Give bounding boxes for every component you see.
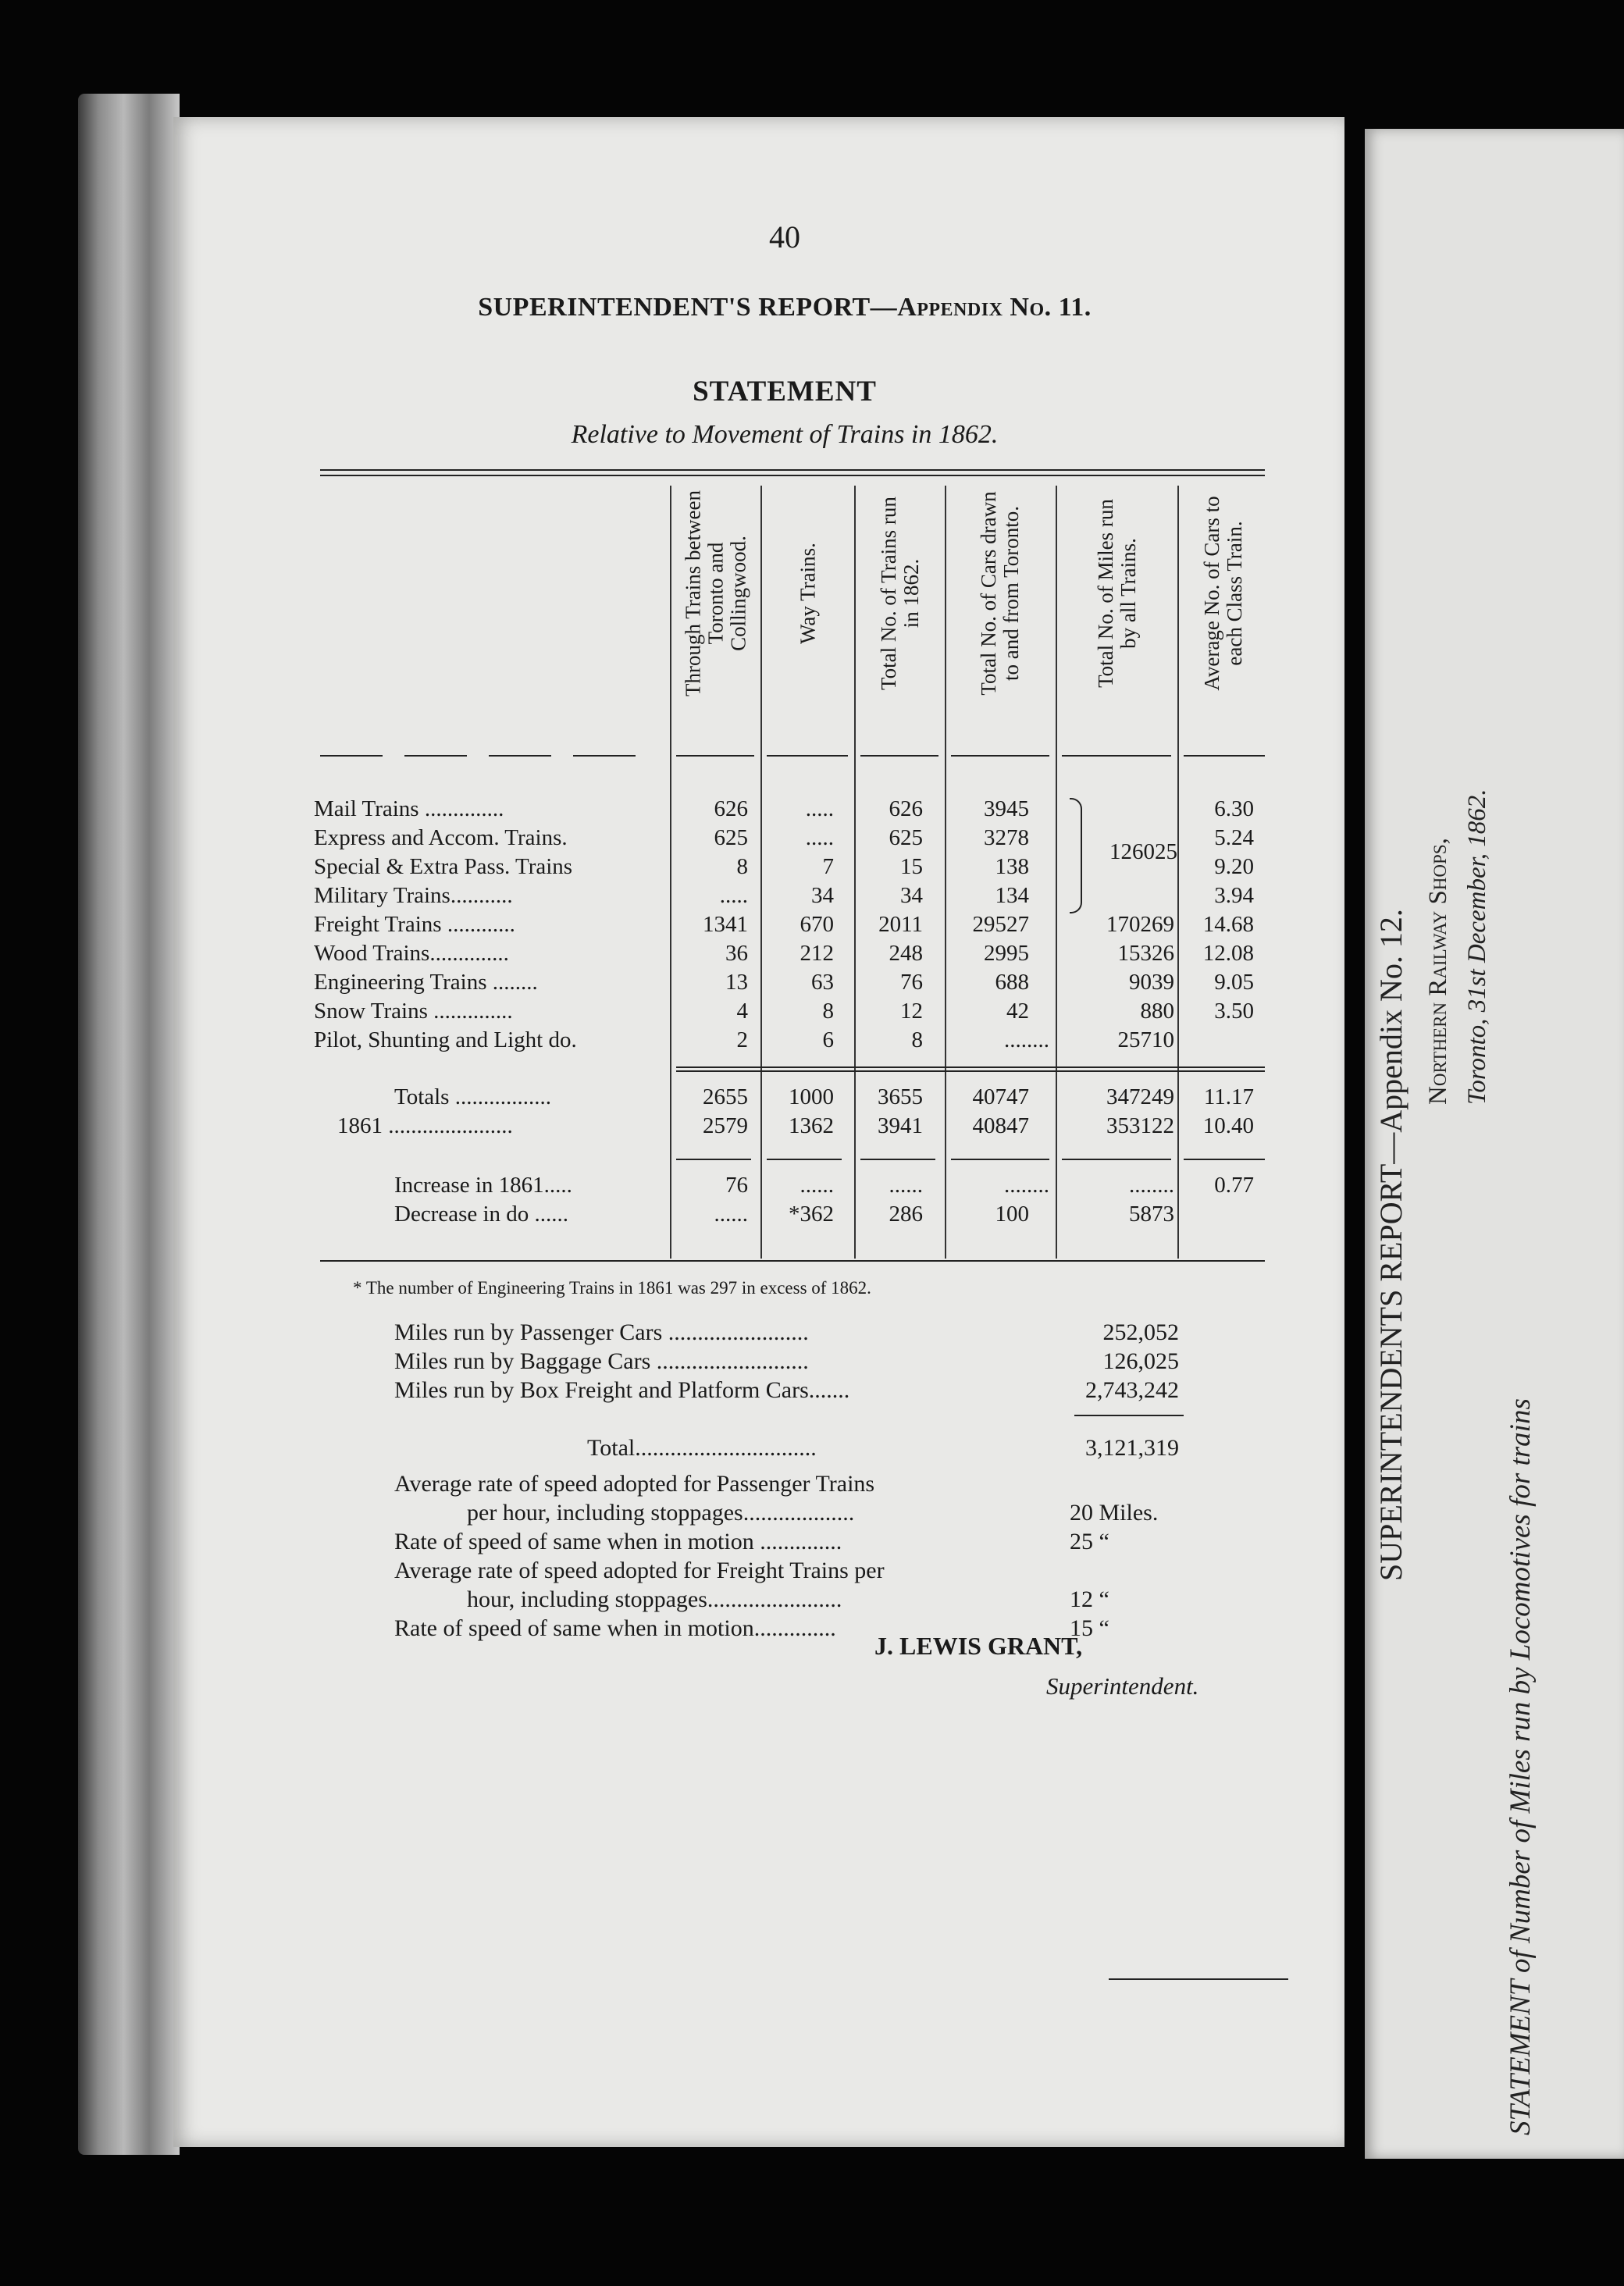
header-underline bbox=[404, 755, 467, 757]
speed-value: 12 “ bbox=[1070, 1586, 1109, 1612]
cell: 5873 bbox=[1129, 1202, 1174, 1227]
row-label: Military Trains........... bbox=[314, 883, 513, 908]
col-divider bbox=[945, 486, 946, 1259]
row-label: Pilot, Shunting and Light do. bbox=[314, 1027, 577, 1052]
cell: 10.40 bbox=[1202, 1113, 1254, 1138]
cell: 8 bbox=[736, 854, 748, 879]
speed-value: 15 “ bbox=[1070, 1615, 1109, 1641]
cell: 76 bbox=[725, 1173, 748, 1198]
cell: 3278 bbox=[984, 825, 1029, 850]
page-number: 40 bbox=[769, 219, 800, 255]
col-divider bbox=[1177, 486, 1179, 1259]
header-underline bbox=[320, 755, 383, 757]
totals-rule bbox=[676, 1066, 1265, 1068]
cell: ..... bbox=[805, 825, 834, 850]
signature-role: Superintendent. bbox=[1046, 1672, 1199, 1700]
speed-line: Average rate of speed adopted for Passenger Trains bbox=[394, 1471, 875, 1497]
total-label: Total............................... bbox=[587, 1435, 817, 1461]
row-label: Engineering Trains ........ bbox=[314, 970, 538, 995]
cell: 29527 bbox=[972, 912, 1029, 937]
cell: 25710 bbox=[1117, 1027, 1174, 1052]
grouping-brace bbox=[1070, 798, 1082, 913]
header-underline bbox=[1184, 755, 1265, 757]
col-header-total-trains: Total No. of Trains run in 1862. bbox=[877, 497, 923, 690]
cell: ........ bbox=[1004, 1173, 1049, 1198]
cell: 14.68 bbox=[1202, 912, 1254, 937]
cell: ........ bbox=[1129, 1173, 1174, 1198]
cell: 626 bbox=[889, 796, 923, 821]
cell: ...... bbox=[889, 1173, 923, 1198]
cell: 3655 bbox=[878, 1084, 923, 1109]
cell: 7 bbox=[822, 854, 834, 879]
cell: 12.08 bbox=[1202, 941, 1254, 966]
cell: 11.17 bbox=[1203, 1084, 1254, 1109]
cell: 15 bbox=[900, 854, 923, 879]
cell: 0.77 bbox=[1214, 1173, 1254, 1198]
footnote: * The number of Engineering Trains in 1861 was 297 in excess of 1862. bbox=[353, 1278, 871, 1298]
cell: 42 bbox=[1006, 999, 1029, 1024]
row-label: Special & Extra Pass. Trains bbox=[314, 854, 573, 879]
cell: 3.94 bbox=[1214, 883, 1254, 908]
totals-rule-2 bbox=[676, 1070, 1265, 1072]
cell: 4 bbox=[736, 999, 748, 1024]
cell: 40747 bbox=[972, 1084, 1029, 1109]
row-label: Decrease in do ...... bbox=[394, 1202, 569, 1227]
sub-rule bbox=[1184, 1159, 1265, 1160]
cell: 100 bbox=[995, 1202, 1029, 1227]
header-underline bbox=[1062, 755, 1171, 757]
cell: 9.20 bbox=[1214, 854, 1254, 879]
speed-line: Average rate of speed adopted for Freight Trains per bbox=[394, 1558, 885, 1583]
header-underline bbox=[573, 755, 636, 757]
cell: 248 bbox=[889, 941, 923, 966]
cell: 9.05 bbox=[1214, 970, 1254, 995]
cell: 6 bbox=[822, 1027, 834, 1052]
cell: 34 bbox=[900, 883, 923, 908]
cell: 347249 bbox=[1106, 1084, 1174, 1109]
cell: 13 bbox=[725, 970, 748, 995]
col-header-average-cars: Average No. of Cars to each Class Train. bbox=[1200, 496, 1246, 691]
speed-line: Rate of speed of same when in motion.............. bbox=[394, 1615, 836, 1641]
side-report-title: SUPERINTENDENTS REPORT—Appendix No. 12. bbox=[1373, 909, 1409, 1581]
cell: 63 bbox=[811, 970, 834, 995]
cell: 6.30 bbox=[1214, 796, 1254, 821]
row-label: Wood Trains.............. bbox=[314, 941, 509, 966]
cell: 3945 bbox=[984, 796, 1029, 821]
speed-value: 20 Miles. bbox=[1070, 1500, 1159, 1526]
cell: 15326 bbox=[1117, 941, 1174, 966]
side-shops: Northern Railway Shops, bbox=[1424, 838, 1452, 1105]
sub-rule bbox=[860, 1159, 935, 1160]
table-top-rule bbox=[320, 469, 1265, 471]
cell: 626 bbox=[714, 796, 748, 821]
cell: 76 bbox=[900, 970, 923, 995]
sum-rule bbox=[1074, 1415, 1184, 1416]
row-label: Snow Trains .............. bbox=[314, 999, 513, 1024]
miles-value: 126,025 bbox=[1102, 1348, 1179, 1374]
header-underline bbox=[489, 755, 551, 757]
header-underline bbox=[860, 755, 938, 757]
row-label: Express and Accom. Trains. bbox=[314, 825, 568, 850]
cell: *362 bbox=[789, 1202, 834, 1227]
cell: 286 bbox=[889, 1202, 923, 1227]
header-underline bbox=[676, 755, 754, 757]
col-header-total-miles: Total No. of Miles run by all Trains. bbox=[1094, 499, 1140, 688]
miles-value: 2,743,242 bbox=[1085, 1377, 1179, 1403]
row-label: Increase in 1861..... bbox=[394, 1173, 572, 1198]
col-divider bbox=[854, 486, 856, 1259]
cell: 2655 bbox=[703, 1084, 748, 1109]
col-divider bbox=[760, 486, 762, 1259]
cell: 12 bbox=[900, 999, 923, 1024]
sub-rule bbox=[951, 1159, 1049, 1160]
row-label: Freight Trains ............ bbox=[314, 912, 515, 937]
cell: 625 bbox=[889, 825, 923, 850]
cell: 1000 bbox=[789, 1084, 834, 1109]
col-divider bbox=[670, 486, 671, 1259]
side-place-date: Toronto, 31st December, 1862. bbox=[1463, 789, 1491, 1105]
cell: 670 bbox=[800, 912, 834, 937]
header-underline bbox=[951, 755, 1049, 757]
cell: ..... bbox=[719, 883, 748, 908]
cell: 3.50 bbox=[1214, 999, 1254, 1024]
cell: 2995 bbox=[984, 941, 1029, 966]
cell: 2011 bbox=[878, 912, 923, 937]
speed-value: 25 “ bbox=[1070, 1529, 1109, 1554]
header-underline bbox=[767, 755, 848, 757]
cell: 2579 bbox=[703, 1113, 748, 1138]
cell: ...... bbox=[714, 1202, 748, 1227]
cell: 1341 bbox=[703, 912, 748, 937]
cell: 134 bbox=[995, 883, 1029, 908]
cell: 880 bbox=[1140, 999, 1174, 1024]
speed-line: hour, including stoppages....................... bbox=[467, 1586, 842, 1612]
cell: 36 bbox=[725, 941, 748, 966]
cell: 212 bbox=[800, 941, 834, 966]
cell: ..... bbox=[805, 796, 834, 821]
miles-label: Miles run by Baggage Cars .......................... bbox=[394, 1348, 809, 1374]
total-value: 3,121,319 bbox=[1085, 1435, 1179, 1461]
cell: 170269 bbox=[1106, 912, 1174, 937]
cell: 3941 bbox=[878, 1113, 923, 1138]
miles-label: Miles run by Passenger Cars ........................ bbox=[394, 1319, 809, 1345]
miles-value: 252,052 bbox=[1102, 1319, 1179, 1345]
row-label: 1861 ...................... bbox=[337, 1113, 513, 1138]
row-label: Mail Trains .............. bbox=[314, 796, 504, 821]
cell: 34 bbox=[811, 883, 834, 908]
end-rule bbox=[1109, 1978, 1288, 1980]
report-title: SUPERINTENDENT'S REPORT—Appendix No. 11. bbox=[478, 293, 1092, 322]
speed-line: per hour, including stoppages................... bbox=[467, 1500, 855, 1526]
cell: 40847 bbox=[972, 1113, 1029, 1138]
cell: ...... bbox=[800, 1173, 834, 1198]
col-header-way-trains: Way Trains. bbox=[796, 543, 820, 644]
statement-subtitle: Relative to Movement of Trains in 1862. bbox=[571, 420, 999, 449]
cell: 5.24 bbox=[1214, 825, 1254, 850]
grouped-miles-value: 126025 bbox=[1109, 839, 1177, 864]
col-header-through-trains: Through Trains between Toronto and Collingwood. bbox=[681, 490, 750, 696]
table-bottom-rule bbox=[320, 1260, 1265, 1262]
statement-title: STATEMENT bbox=[693, 376, 877, 408]
cell: 9039 bbox=[1129, 970, 1174, 995]
table-top-rule-2 bbox=[320, 475, 1265, 476]
cell: 688 bbox=[995, 970, 1029, 995]
cell: 8 bbox=[822, 999, 834, 1024]
cell: 1362 bbox=[789, 1113, 834, 1138]
sub-rule bbox=[1062, 1159, 1171, 1160]
cell: 8 bbox=[911, 1027, 923, 1052]
cell: 625 bbox=[714, 825, 748, 850]
cell: ........ bbox=[1004, 1027, 1049, 1052]
sub-rule bbox=[767, 1159, 842, 1160]
row-label: Totals ................. bbox=[394, 1084, 551, 1109]
col-header-total-cars: Total No. of Cars drawn to and from Toronto. bbox=[977, 491, 1023, 696]
cell: 2 bbox=[736, 1027, 748, 1052]
signature: J. LEWIS GRANT, bbox=[874, 1632, 1083, 1660]
cell: 353122 bbox=[1106, 1113, 1174, 1138]
col-divider bbox=[1056, 486, 1057, 1259]
miles-label: Miles run by Box Freight and Platform Cars....... bbox=[394, 1377, 850, 1403]
side-statement: STATEMENT of Number of Miles run by Locomotives for trains bbox=[1505, 1398, 1537, 2135]
sub-rule bbox=[676, 1159, 751, 1160]
cell: 138 bbox=[995, 854, 1029, 879]
speed-line: Rate of speed of same when in motion .............. bbox=[394, 1529, 842, 1554]
